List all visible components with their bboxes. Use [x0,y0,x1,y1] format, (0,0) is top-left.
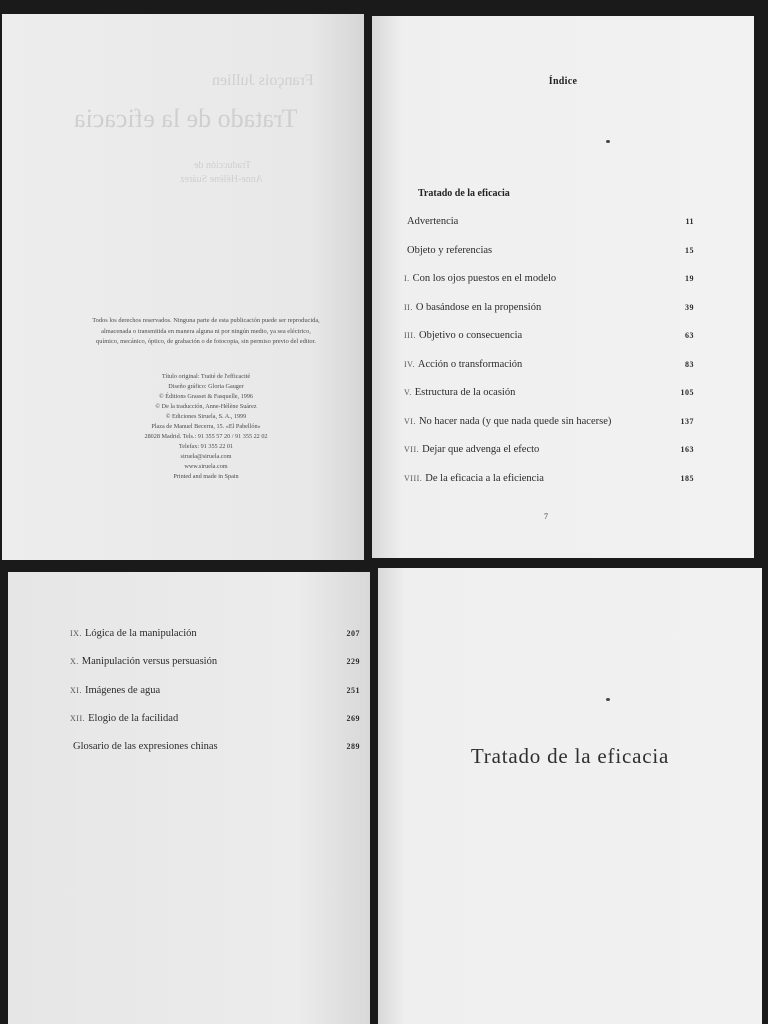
page-number: 185 [680,473,694,483]
credit-line: siruela@siruela.com [180,453,232,460]
credit-line: © Ediciones Siruela, S. A., 1999 [165,413,247,420]
toc-entry-label-group [404,359,522,370]
section-title: Tratado de la eficacia [418,188,510,199]
index-heading: Índice [548,76,578,87]
page-number: 105 [680,388,694,397]
book-title: Tratado de la eficacia [470,744,670,768]
chapter-title: Advertencia [407,216,459,227]
toc-entry-label-group [70,685,160,696]
page-number: 19 [685,274,694,283]
chapter-number: XI. [70,685,82,695]
ghost-title: Tratado de la eficacia [74,104,298,133]
index-continued-page [8,572,370,1024]
toc-entry-label-group [70,628,197,639]
toc-entry [404,330,694,341]
toc-entry-label-group [404,245,492,256]
toc-entry [404,416,694,427]
chapter-number: IV. [404,359,415,369]
chapter-title: Objeto y referencias [407,244,493,256]
chapter-title: Acción o transformación [417,358,523,370]
page-folio: 7 [544,512,548,521]
page-number: 15 [685,245,694,255]
ghost-author: François Jullien [212,72,314,89]
chapter-title: Elogio de la facilidad [88,712,179,724]
toc-entry-label-group [404,387,515,398]
chapter-title: Lógica de la manipulación [84,628,197,639]
page-number: 207 [346,629,360,638]
chapter-title: Imágenes de agua [84,684,161,696]
toc-entry [70,685,360,696]
copyright-page [2,14,364,560]
page-number: 163 [680,445,694,454]
legal-notice: Todos los derechos reservados. Ninguna parte de esta publicación puede ser reproducida, almacenada o transmitida en manera alguna ni por ningún medio, ya sea eléctrico, químico, mecánico, óptico, de grabación o de fotocopia, sin permiso previo del editor. [92,317,320,345]
ghost-translation-1: Traducción de [194,160,252,171]
chapter-number: V. [404,388,412,397]
page-number: 137 [680,416,694,426]
ink-speck [606,698,610,701]
page-number: 39 [685,302,694,312]
toc-entry [404,302,694,313]
chapter-title: Glosario de las expresiones chinas [73,741,218,753]
page-number: 229 [346,657,360,667]
toc-entry [404,245,694,256]
toc-entry-label-group [404,330,522,341]
credit-line: Título original: Traité de l'efficacité [161,373,251,380]
credit-line: © Éditions Grasset & Fasquelle, 1996 [158,393,254,400]
page-number: 63 [685,331,694,340]
toc-entry-label-group [70,713,178,724]
credit-line: Plaza de Manuel Becerra, 15. «El Pabellón» [151,423,261,430]
credit-line: Printed and made in Spain [173,473,239,480]
credits-block [120,372,292,482]
toc-entry-label-group [404,216,458,227]
toc-entry-label-group [404,302,541,313]
toc-entry [70,656,360,667]
page-number: 11 [685,217,694,226]
toc-entry-label-group [404,473,544,484]
chapter-number: XII. [70,713,86,723]
ghost-translation-2: Anne-Hélène Suárez [180,174,264,185]
credit-line: 28028 Madrid. Tels.: 91 355 57 20 / 91 355 22 02 [144,433,268,440]
toc-entry [70,628,360,639]
toc-entry [404,216,694,227]
page-number: 269 [346,713,360,723]
toc-entry-label-group [404,416,611,427]
toc-entry [70,741,360,752]
chapter-number: VIII. [404,473,423,483]
index-page [372,16,754,558]
chapter-number: I. [404,274,410,283]
ink-speck [606,140,610,143]
credit-line: Diseño gráfico: Gloria Gauger [168,383,244,390]
credit-line: © De la traducción, Anne-Hélène Suárez [155,403,257,410]
toc-entry [70,713,360,724]
chapter-title: De la eficacia a la eficiencia [425,472,544,484]
chapter-title: Estructura de la ocasión [414,387,516,398]
toc-entry-label-group [70,741,218,752]
toc-entry [404,359,694,370]
toc-entry [404,473,694,484]
chapter-number: VII. [404,445,420,454]
toc-entry-label-group [404,444,539,455]
chapter-number: III. [404,331,416,340]
chapter-title: Dejar que advenga el efecto [422,444,540,455]
page-number: 251 [346,685,360,695]
credit-line: www.siruela.com [184,463,228,470]
toc-entry [404,444,694,455]
page-number: 83 [685,359,694,369]
toc-entry [404,273,694,284]
chapter-title: Con los ojos puestos en el modelo [412,273,557,284]
chapter-title: Manipulación versus persuasión [81,656,218,668]
chapter-number: VI. [404,416,416,426]
toc-entry [404,387,694,398]
toc-entry-label-group [70,656,217,667]
half-title-page [378,568,762,1024]
page-number: 289 [346,742,360,752]
chapter-number: II. [404,302,413,312]
chapter-title: O basándose en la propensión [415,301,542,313]
chapter-title: No hacer nada (y que nada quede sin hacerse) [418,415,612,427]
chapter-title: Objetivo o consecuencia [419,330,523,341]
toc-entry-label-group [404,273,556,284]
chapter-number: X. [70,657,79,667]
chapter-number: IX. [70,629,82,638]
credit-line: Telefax: 91 355 22 01 [178,443,234,450]
